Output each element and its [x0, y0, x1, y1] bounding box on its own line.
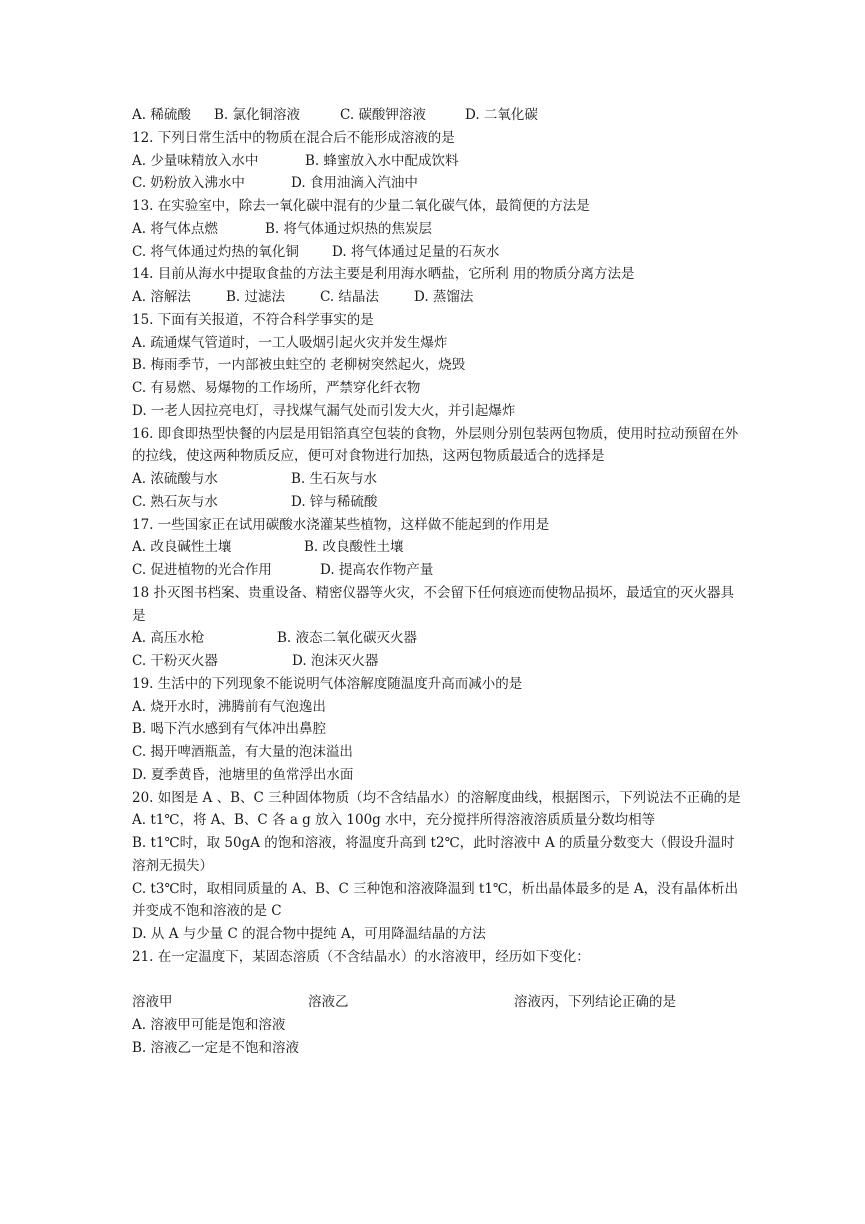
q18-option-b: B. 液态二氧化碳灭火器 — [277, 630, 418, 647]
q21-flow-row — [132, 991, 742, 1014]
q13-option-a: A. 将气体点燃 — [132, 220, 218, 237]
q14-option-c: C. 结晶法 — [320, 289, 379, 305]
q16-option-b: B. 生石灰与水 — [291, 471, 378, 487]
question-list — [132, 104, 742, 1060]
q12-stem: 12. 下列日常生活中的物质在混合后不能形成溶液的是 — [132, 129, 455, 146]
q18-option-a: A. 高压水枪 — [132, 630, 205, 647]
q14-options — [132, 286, 742, 309]
q15-option-c: C. 有易燃、易爆物的工作场所，严禁穿化纤衣物 — [132, 380, 421, 396]
q19-option-a: A. 烧开水时，沸腾前有气泡逸出 — [132, 698, 326, 715]
q13-stem: 13. 在实验室中，除去一氧化碳中混有的少量二氧化碳气体，最简便的方法是 — [132, 198, 590, 214]
q11-option-b: B. 氯化铜溶液 — [214, 107, 301, 123]
q17-options-row1 — [132, 536, 742, 559]
q13-option-d: D. 将气体通过足量的石灰水 — [332, 243, 500, 260]
q12-options-row1 — [132, 150, 742, 173]
q17-option-b: B. 改良酸性土壤 — [304, 539, 404, 556]
q16-stem: 16. 即食即热型快餐的内层是用铝箔真空包装的食物，外层则分别包装两包物质，使用时拉动预留在外的拉线，使这两种物质反应，便可对食物进行加热，这两包物质最适合的选择是 — [132, 425, 739, 465]
q13-options-row2 — [132, 241, 742, 264]
q20-option-a: A. t1℃，将 A、B、C 各 a g 放入 100g 水中，充分搅拌所得溶液溶质质量分数均相等 — [132, 812, 656, 829]
q19-option-c: C. 揭开啤酒瓶盖，有大量的泡沫溢出 — [132, 744, 353, 760]
q14-stem: 14. 目前从海水中提取食盐的方法主要是利用海水晒盐，它所利 用的物质分离方法是 — [132, 266, 635, 283]
q13-options-row1 — [132, 218, 742, 241]
q21-solution-jia: 溶液甲 — [132, 994, 173, 1011]
q12-option-b: B. 蜂蜜放入水中配成饮料 — [305, 152, 459, 169]
q13-option-c: C. 将气体通过灼热的氧化铜 — [132, 243, 299, 260]
q14-option-a: A. 溶解法 — [132, 289, 191, 305]
q16-options-row2 — [132, 491, 742, 514]
q15-option-d: D. 一老人因拉亮电灯，寻找煤气漏气处而引发大火，并引起爆炸 — [132, 402, 516, 419]
q15-option-a: A. 疏通煤气管道时，一工人吸烟引起火灾并发生爆炸 — [132, 334, 448, 351]
q16-options-row1 — [132, 468, 742, 491]
q12-option-a: A. 少量味精放入水中 — [132, 152, 259, 169]
q12-option-c: C. 奶粉放入沸水中 — [132, 175, 245, 192]
q19-stem: 19. 生活中的下列现象不能说明气体溶解度随温度升高而减小的是 — [132, 675, 523, 692]
q20-option-c: C. t3℃时，取相同质量的 A、B、C 三种饱和溶液降温到 t1℃，析出晶体最多的是 A，没有晶体析出并变成不饱和溶液的是 C — [132, 880, 739, 920]
q14-option-d: D. 蒸馏法 — [414, 289, 474, 305]
q18-option-c: C. 干粉灭火器 — [132, 653, 218, 669]
q21-solution-yi: 溶液乙 — [308, 994, 349, 1011]
q16-option-c: C. 熟石灰与水 — [132, 493, 218, 510]
q18-options-row2 — [132, 650, 742, 673]
q11-option-a: A. 稀硫酸 — [132, 107, 191, 123]
q18-options-row1 — [132, 627, 742, 650]
q21-option-b: B. 溶液乙一定是不饱和溶液 — [132, 1039, 300, 1056]
q11-option-d: D. 二氧化碳 — [465, 107, 538, 123]
q18-option-d: D. 泡沫灭火器 — [292, 653, 379, 669]
q21-option-a: A. 溶液甲可能是饱和溶液 — [132, 1017, 286, 1033]
q13-option-b: B. 将气体通过炽热的焦炭层 — [265, 220, 433, 237]
q17-options-row2 — [132, 559, 742, 582]
q17-option-c: C. 促进植物的光合作用 — [132, 562, 272, 578]
q12-options-row2 — [132, 172, 742, 195]
q17-option-d: D. 提高农作物产量 — [320, 562, 434, 578]
q16-option-d: D. 锌与稀硫酸 — [291, 493, 378, 510]
q21-solution-bing: 溶液丙，下列结论正确的是 — [514, 994, 676, 1011]
q17-stem: 17. 一些国家正在试用碳酸水浇灌某些植物，这样做不能起到的作用是 — [132, 516, 550, 533]
q18-stem: 18 扑灭图书档案、贵重设备、精密仪器等火灾，不会留下任何痕迹而使物品损坏，最适宜的灭火器具是 — [132, 584, 734, 624]
q15-option-b: B. 梅雨季节，一内部被虫蛀空的 老柳树突然起火，烧毁 — [132, 357, 466, 374]
q12-option-d: D. 食用油滴入汽油中 — [291, 175, 418, 192]
q19-option-b: B. 喝下汽水感到有气体冲出鼻腔 — [132, 721, 327, 738]
q11-options — [132, 104, 742, 127]
q20-option-b: B. t1℃时，取 50gA 的饱和溶液，将温度升高到 t2℃，此时溶液中 A 的质量分数变大（假设升温时溶剂无损失） — [132, 835, 735, 874]
q14-option-b: B. 过滤法 — [226, 289, 286, 305]
q16-option-a: A. 浓硫酸与水 — [132, 471, 218, 487]
q20-option-d: D. 从 A 与少量 C 的混合物中提纯 A，可用降温结晶的方法 — [132, 926, 486, 942]
q19-option-d: D. 夏季黄昏，池塘里的鱼常浮出水面 — [132, 766, 354, 783]
q21-diagram-gap — [132, 969, 742, 992]
q21-stem: 21. 在一定温度下，某固态溶质（不含结晶水）的水溶液甲，经历如下变化： — [132, 948, 590, 965]
q11-option-c: C. 碳酸钾溶液 — [340, 107, 426, 123]
q15-stem: 15. 下面有关报道，不符合科学事实的是 — [132, 311, 374, 328]
q20-stem: 20. 如图是 A 、B、C 三种固体物质（均不含结晶水）的溶解度曲线，根据图示，下列说法不正确的是 — [132, 789, 741, 806]
q17-option-a: A. 改良碱性土壤 — [132, 539, 232, 556]
